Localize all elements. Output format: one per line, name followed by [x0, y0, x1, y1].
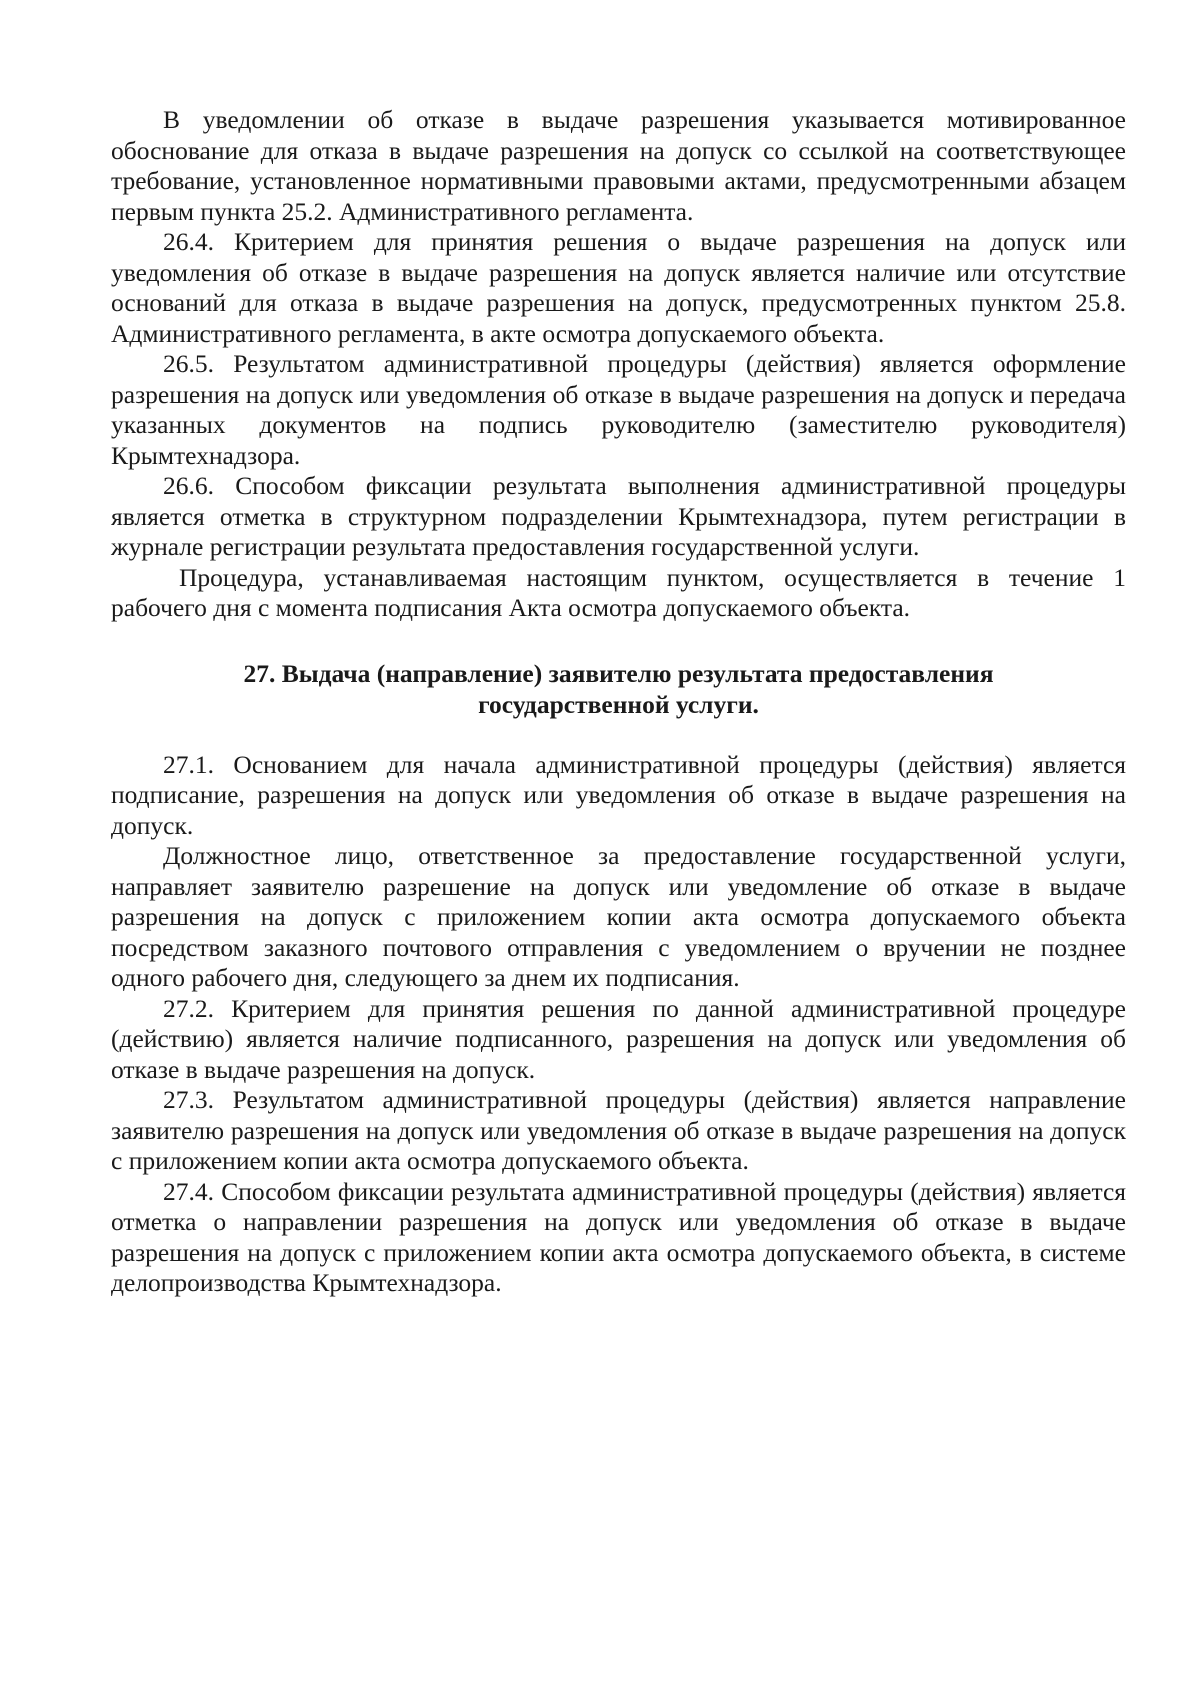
paragraph-27-4: 27.4. Способом фиксации результата административной процедуры (действия) является отметка о направлении разрешения на допуск или уведомления об отказе в выдаче разрешения на допуск с приложением копии акта осмотра допускаемого объекта, в системе делопроизводства Крымтехнадзора. [111, 1176, 1126, 1297]
section-heading-27 [111, 658, 1126, 720]
paragraph-27-1: 27.1. Основанием для начала административной процедуры (действия) является подписание, разрешения на допуск или уведомления об отказе в выдаче разрешения на допуск. [111, 749, 1126, 840]
paragraph-responsible-official: Должностное лицо, ответственное за предоставление государственной услуги, направляет заявителю разрешение на допуск или уведомление об отказе в выдаче разрешения на допуск с приложением копии акта осмотра допускаемого объекта посредством заказного почтового отправления с уведомлением о вручении не позднее одного рабочего дня, следующего за днем их подписания. [111, 841, 1126, 992]
paragraph-27-3: 27.3. Результатом административной процедуры (действия) является направление заявителю разрешения на допуск или уведомления об отказе в выдаче разрешения на допуск с приложением копии акта осмотра допускаемого объекта. [111, 1085, 1126, 1175]
paragraph-procedure-term: Процедура, устанавливаемая настоящим пунктом, осуществляется в течение 1 рабочего дня с момента подписания Акта осмотра допускаемого объекта. [111, 562, 1126, 622]
section-heading-line-1: 27. Выдача (направление) заявителю результата предоставления [243, 658, 994, 688]
paragraph-27-2: 27.2. Критерием для принятия решения по данной административной процедуре (действию) является наличие подписанного, разрешения на допуск или уведомления об отказе в выдаче разрешения на допуск. [111, 993, 1126, 1084]
section-heading-line-2: государственной услуги. [478, 689, 759, 719]
paragraph-26-4: 26.4. Критерием для принятия решения о выдаче разрешения на допуск или уведомления об отказе в выдаче разрешения на допуск является наличие или отсутствие оснований для отказа в выдаче разрешения на допуск, предусмотренных пунктом 25.8. Административного регламента, в акте осмотра допускаемого объекта. [111, 227, 1126, 348]
paragraph-26-5: 26.5. Результатом административной процедуры (действия) является оформление разрешения на допуск или уведомления об отказе в выдаче разрешения на допуск и передача указанных документов на подпись руководителю (заместителю руководителя) Крымтехнадзора. [111, 349, 1126, 470]
paragraph-26-6: 26.6. Способом фиксации результата выполнения административной процедуры является отметка в структурном подразделении Крымтехнадзора, путем регистрации в журнале регистрации результата предоставления государственной услуги. [111, 471, 1126, 561]
paragraph-refusal-notice: В уведомлении об отказе в выдаче разрешения указывается мотивированное обоснование для отказа в выдаче разрешения на допуск со ссылкой на соответствующее требование, установленное нормативными правовыми актами, предусмотренными абзацем первым пункта 25.2. Административного регламента. [111, 105, 1126, 226]
